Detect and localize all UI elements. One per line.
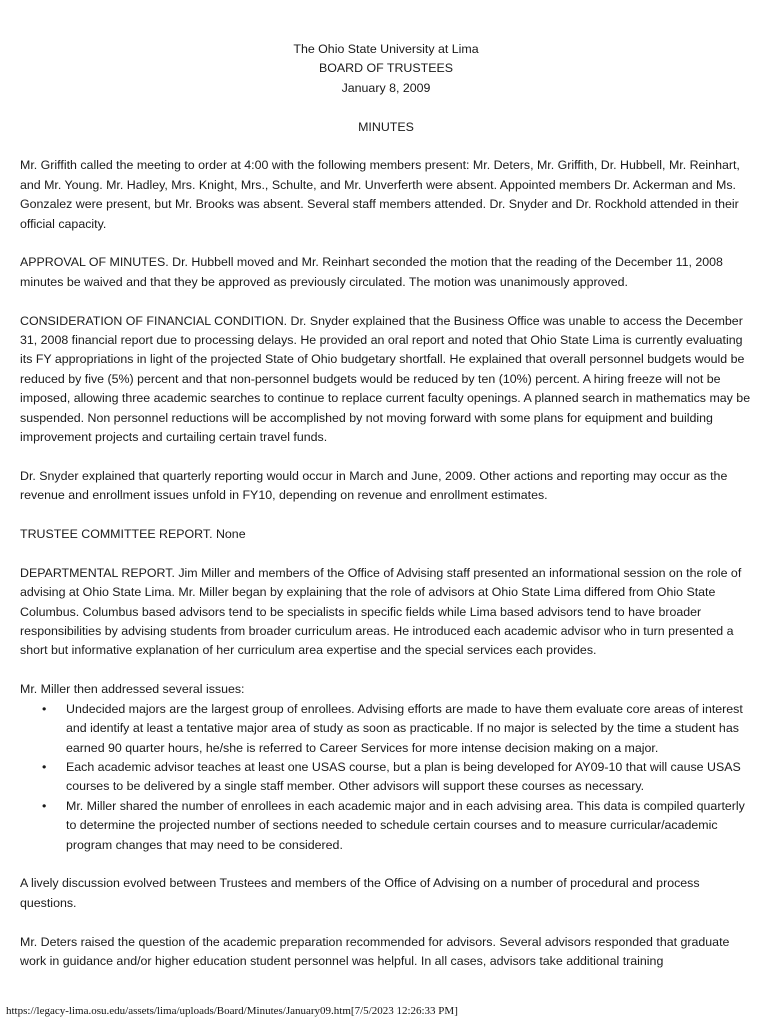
list-item [20, 758, 752, 797]
document-page [20, 40, 752, 991]
issues-intro: Mr. Miller then addressed several issues: [20, 682, 245, 697]
committee-paragraph: TRUSTEE COMMITTEE REPORT. None [20, 527, 246, 542]
preparation-paragraph: Mr. Deters raised the question of the academic preparation recommended for advisors. Several advisors responded that graduate work in guidance and/or higher education student personnel was helpful. In all cases, advisors take additional training [20, 934, 730, 968]
approval-paragraph: APPROVAL OF MINUTES. Dr. Hubbell moved and Mr. Reinhart seconded the motion that the reading of the December 11, 2008 minutes be waived and that they be approved as previously circulated. The motion was unanimously approved. [20, 255, 723, 289]
list-item [20, 797, 752, 855]
institution-name: The Ohio State University at Lima [293, 42, 479, 56]
page-footer-url: https://legacy-lima.osu.edu/assets/lima/uploads/Board/Minutes/January09.htm[7/5/2023 12:26:33 PM] [6, 1005, 458, 1017]
bullet-icon: • [42, 759, 47, 774]
document-title: MINUTES [358, 119, 414, 134]
financial-paragraph: CONSIDERATION OF FINANCIAL CONDITION. Dr. Snyder explained that the Business Office was unable to access the December 31, 2008 financial report due to processing delays. He provided an oral report and noted that Ohio State Lima is currently evaluating its FY appropriations in light of the projected State of Ohio budgetary shortfall. He explained that overall personnel budgets would be reduced by five (5%) percent and that non-personnel budgets would be reduced by ten (10%) percent. A hiring freeze will not be imposed, allowing three academic searches to continue to replace current faculty openings. A planned search in mathematics may be suspended. Non personnel reductions will be accomplished by not moving forward with some plans for equipment and building improvement projects and curtailing certain travel funds. [20, 313, 751, 445]
quarterly-paragraph: Dr. Snyder explained that quarterly reporting would occur in March and June, 2009. Other actions and reporting may occur as the revenue and enrollment issues unfold in FY10, depending on revenue and enrollment estimates. [20, 468, 728, 503]
bullet-icon: • [42, 701, 47, 716]
issues-list [20, 700, 752, 855]
list-item [20, 700, 752, 758]
opening-paragraph: Mr. Griffith called the meeting to order at 4:00 with the following members present: Mr. Deters, Mr. Griffith, Dr. Hubbell, Mr. Reinhart, and Mr. Young. Mr. Hadley, Mrs. Knight, Mrs., Schulte, and Mr. Unverferth were absent. Appointed members Dr. Ackerman and Ms. Gonzalez were present, but Mr. Brooks was absent. Several staff members attended. Dr. Snyder and Dr. Rockhold attended in their official capacity. [20, 158, 740, 231]
departmental-paragraph: DEPARTMENTAL REPORT. Jim Miller and members of the Office of Advising staff presented an informational session on the role of advising at Ohio State Lima. Mr. Miller began by explaining that the role of advisors at Ohio State Lima differed from Ohio State Columbus. Columbus based advisors tend to be specialists in specific fields while Lima based advisors tend to have broader responsibilities by advising students from broader curriculum areas. He introduced each academic advisor who in turn presented a short but informative explanation of her curriculum area expertise and the special services each provides. [20, 565, 742, 658]
list-item-text: Each academic advisor teaches at least one USAS course, but a plan is being developed for AY09-10 that will cause USAS courses to be delivered by a single staff member. Other advisors will support these courses as necessary. [66, 759, 741, 794]
bullet-icon: • [42, 798, 47, 813]
list-item-text: Undecided majors are the largest group of enrollees. Advising efforts are made to have them evaluate core areas of interest and identify at least a tentative major area of study as soon as practicable. If no major is selected by the time a student has earned 90 quarter hours, he/she is referred to Career Services for more intense decision making on a major. [66, 701, 743, 755]
meeting-date: January 8, 2009 [341, 80, 431, 95]
discussion-paragraph: A lively discussion evolved between Trustees and members of the Office of Advising on a number of procedural and process questions. [20, 876, 700, 910]
board-name: BOARD OF TRUSTEES [318, 61, 454, 76]
list-item-text: Mr. Miller shared the number of enrollees in each academic major and in each advising area. This data is compiled quarterly to determine the projected number of sections needed to schedule certain courses and to measure curricular/academic program changes that may need to be considered. [66, 798, 745, 852]
